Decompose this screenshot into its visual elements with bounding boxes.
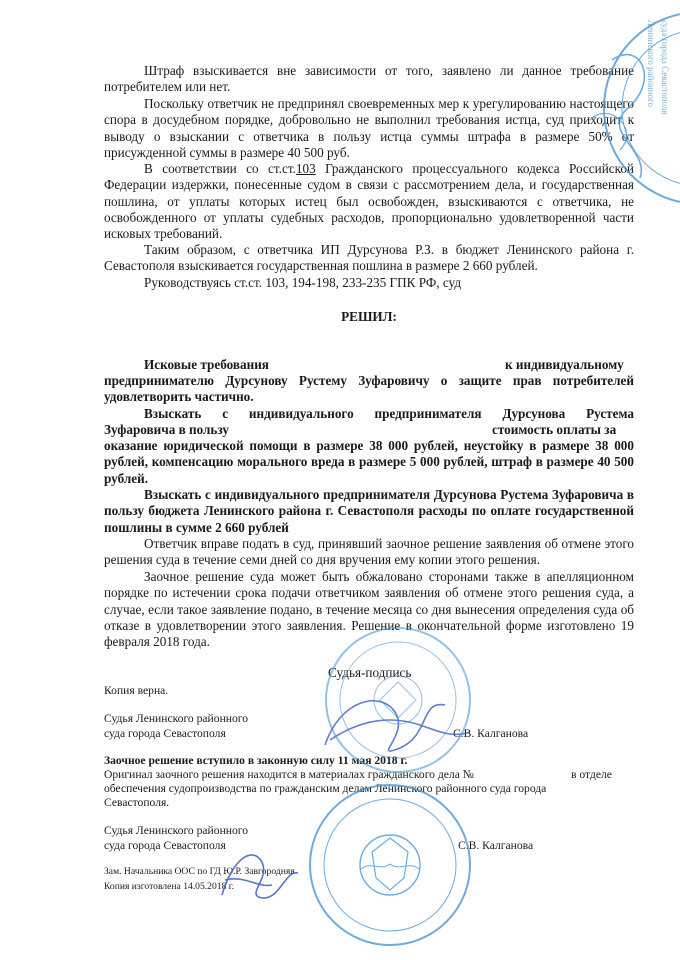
costs-body: Гражданского процессуального кодекса Российской Федерации издержки, понесенные судом в связи с рассмотрением дела, и государственная пошлина, от уплаты которых истец был освобожден, взыскиваются с ответчика, не освобожденного от уплаты судебных расходов, пропорционально удовлетворенной части исковых требований.	[104, 161, 634, 242]
r1-end: к индивидуальному	[505, 357, 624, 372]
costs-prefix: В соответствии со ст.ст.	[144, 161, 296, 176]
original-note-end: в отделе	[571, 768, 612, 781]
decision-heading: РЕШИЛ:	[341, 309, 397, 324]
resolution-item-3: Взыскать с индивидуального предпринимателя Дурсунова Рустема Зуфаровича в пользу бюджета Ленинского района г. Севастополя расходы по оплате государственной пошлины в сумме 2 660 рублей	[104, 487, 634, 535]
paragraph-duty: Таким образом, с ответчика ИП Дурсунова Р.З. в бюджет Ленинского района г. Севастополя взыскивается государственная пошлина в размере 2 660 рублей.	[104, 242, 634, 274]
svg-text:Ленинского районного: Ленинского районного	[646, 20, 656, 108]
copy-true: Копия верна.	[104, 684, 169, 697]
svg-text:суда города Севастополя: суда города Севастополя	[660, 20, 670, 115]
article-link[interactable]: 103	[295, 161, 316, 176]
copy-made-line: Копия изготовлена 14.05.2018 г.	[104, 881, 235, 892]
r2-line1: Взыскать с индивидуального предпринимателя Дурсунова Рустема	[144, 406, 634, 421]
judge2-name: С.В. Калганова	[458, 839, 534, 852]
top-right-stamp-lettering	[646, 20, 670, 115]
judge-title-2: суда города Севастополя	[104, 727, 226, 740]
r1-start: Исковые требования	[144, 357, 269, 372]
entry-into-force: Заочное решение вступило в законную силу 11 мая 2018 г.	[104, 754, 408, 767]
paragraph-fine: Штраф взыскивается вне зависимости от того, заявлено ли данное требование потребителем или нет.	[104, 63, 634, 95]
judge-signature-scribble	[325, 701, 470, 751]
paragraph-appeal-right: Ответчик вправе подать в суд, принявший заочное решение заявления об отмене этого решения суда в течение семи дней со дня вручения ему копии этого решения.	[104, 536, 634, 568]
judge-signature-label: Судья-подпись	[328, 665, 412, 680]
r2-line2-start: Зуфаровича в пользу	[104, 422, 230, 437]
paragraph-costs	[104, 161, 634, 242]
judge2-title-2: суда города Севастополя	[104, 839, 226, 852]
judge2-title-1: Судья Ленинского районного	[104, 824, 249, 837]
paragraph-appeal-order: Заочное решение суда может быть обжаловано сторонами также в апелляционном порядке по истечении срока подачи ответчиком заявления об отмене этого решения суда, а случае, если такое заявление подано, в течение месяца со дня вынесения определения суда об отказе в удовлетворении этого заявления. Решение в окончательной форме изготовлено 19 февраля 2018 года.	[104, 569, 634, 650]
judge-title-1: Судья Ленинского районного	[104, 712, 249, 725]
original-note-start: Оригинал заочного решения находится в материалах гражданского дела №	[104, 768, 474, 781]
judge-name: С.В. Калганова	[453, 727, 529, 740]
deputy-line: Зам. Начальника ООС по ГД Ю.Р. Завгородняя	[104, 866, 295, 877]
r1-rest: предпринимателю Дурсунову Рустему Зуфаровичу о защите прав потребителей удовлетворить частично.	[104, 373, 634, 405]
paragraph-guided: Руководствуясь ст.ст. 103, 194-198, 233-235 ГПК РФ, суд	[144, 275, 462, 290]
r2-line2-end: стоимость оплаты за	[492, 422, 617, 437]
original-note-rest: обеспечения судопроизводства по гражданским делам Ленинского районного суда города Севастополя.	[104, 782, 547, 810]
paragraph-penalty: Поскольку ответчик не предпринял своевременных мер к урегулированию настоящего спора в досудебном порядке, добровольно не выполнил требования истца, суд приходит к выводу о взыскании с ответчика в пользу истца суммы штрафа в размере 50% от присужденной суммы в размере 40 500 руб.	[104, 96, 634, 160]
r2-rest: оказание юридической помощи в размере 38 000 рублей, неустойку в размере 38 000 рублей, компенсацию морального вреда в размере 5 000 рублей, штраф в размере 40 500 рублей.	[104, 438, 634, 486]
